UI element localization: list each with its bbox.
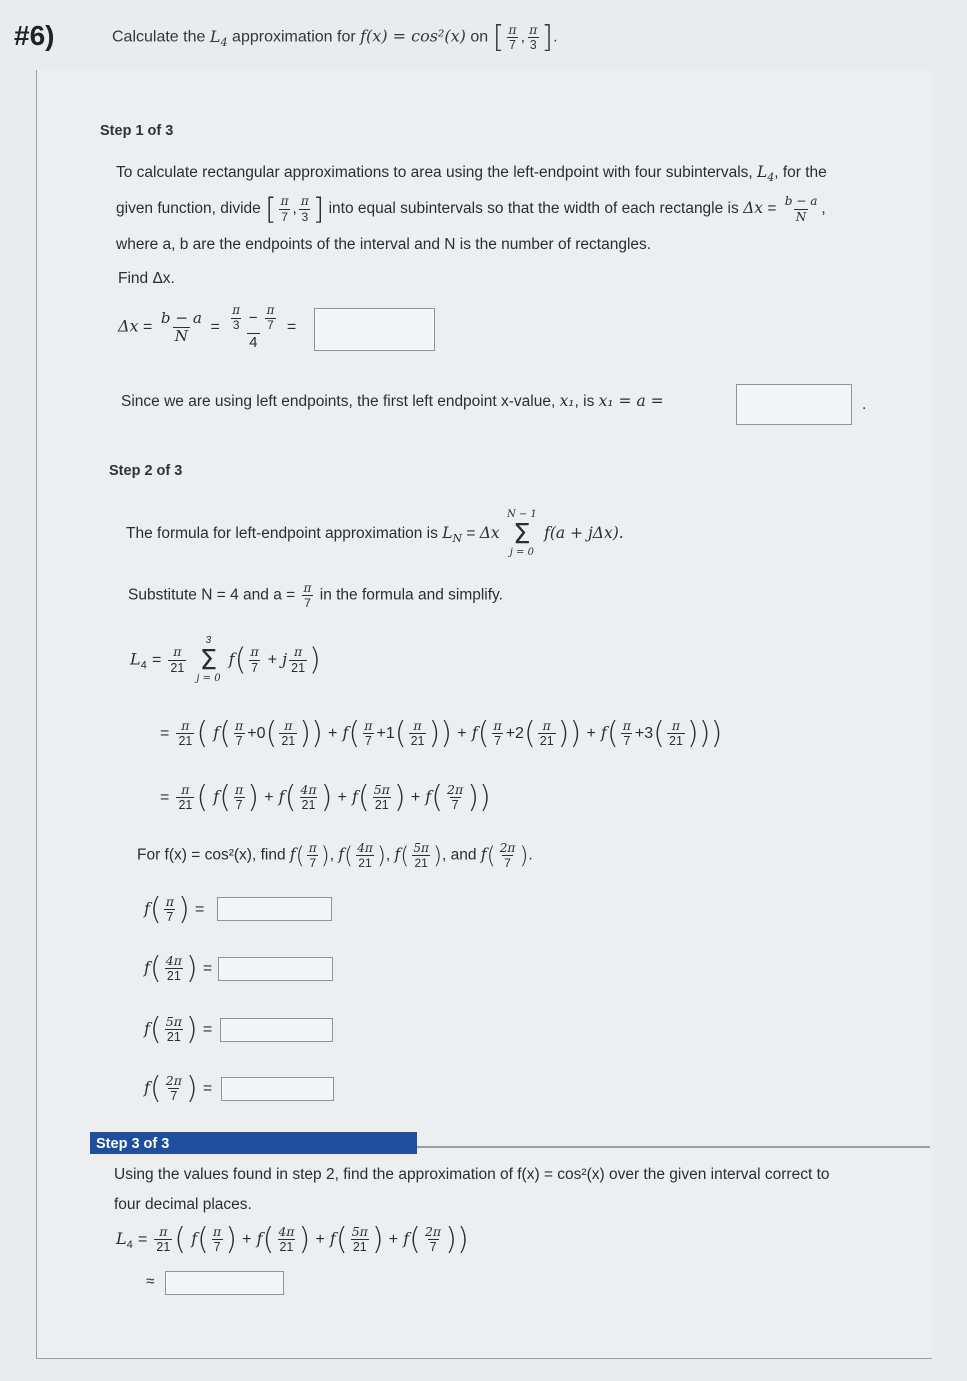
f-4pi-over-21-input[interactable] — [218, 957, 333, 981]
endpoint-text: Since we are using left endpoints, the first left endpoint x-value, x₁, is x₁ = a = — [121, 392, 664, 410]
substitute-text: Substitute N = 4 and a = $\frac{\pi}{7}$ in the formula and simplify. — [128, 581, 503, 611]
step3-instruction-line2: four decimal places. — [114, 1196, 252, 1213]
left-endpoint-formula: The formula for left-endpoint approximation is $L_N = \Delta x$ N − 1 Σ j = 0 f(a + jΔx). — [126, 509, 624, 558]
dx-formula: Δx = $\frac{b - a}{N}$ = $\frac{\pi}{3}$ − $\frac{\pi}{7}$ 4 = — [118, 303, 297, 351]
f-5pi-over-21-input[interactable] — [220, 1018, 333, 1042]
f-pi-over-7-input[interactable] — [217, 897, 332, 921]
f-2pi-over-7-input[interactable] — [221, 1077, 334, 1101]
dx-answer-input[interactable] — [314, 308, 435, 351]
step3-answer-input[interactable] — [165, 1271, 284, 1295]
step1-label: Step 1 of 3 — [100, 123, 174, 139]
f-2pi-over-7-label: f( $\frac{2\pi}{7}$ ) = — [144, 1071, 213, 1106]
approx-sign: ≈ — [146, 1273, 155, 1290]
endpoint-period: . — [862, 396, 867, 413]
step1-paragraph-line1: To calculate rectangular approximations to area using the left-endpoint with four subintervals, $L_4$, for the — [116, 163, 827, 185]
f-5pi-over-21-label: f( $\frac{5\pi}{21}$ ) = — [144, 1012, 213, 1047]
step3-l4-expression: $L_4$ = $\frac{\pi}{21}$ ( f( $\frac{\pi}{7}$ ) + f( $\frac{4\pi}{21}$ ) + f( $\frac{5\pi}{21}$ ) + f( $\frac{2\pi}{7}$ )) — [116, 1222, 469, 1257]
find-values-text: For f(x) = cos²(x), find f( $\frac{\pi}{7}$ ), f( $\frac{4\pi}{21}$ ), f( $\frac{5\pi}{21}$ ), and f( $\frac{2\pi}{7}$ ). — [137, 841, 533, 871]
l4-sum-expression: $L_4$ = $\frac{\pi}{21}$ 3 Σ j = 0 f( $\frac{\pi}{7}$ + j $\frac{\pi}{21}$ ) — [130, 635, 321, 684]
step1-paragraph-line3: where a, b are the endpoints of the interval and N is the number of rectangles. — [116, 236, 652, 253]
f-pi-over-7-label: f( $\frac{\pi}{7}$ ) = — [144, 892, 205, 927]
endpoint-answer-input[interactable] — [736, 384, 852, 425]
step2-label: Step 2 of 3 — [109, 463, 183, 479]
step3-instruction-line1: Using the values found in step 2, find the approximation of f(x) = cos²(x) over the given interval correct to — [114, 1166, 830, 1183]
step3-label: Step 3 of 3 — [96, 1136, 170, 1152]
step1-find: Find Δx. — [118, 270, 175, 287]
f-4pi-over-21-label: f( $\frac{4\pi}{21}$ ) = — [144, 951, 213, 986]
question-prompt: Calculate the $L_4$ approximation for f(x) = cos²(x) on [ $\frac{\pi}{7}$ , $\frac{\pi}{3}$ ]. — [112, 20, 558, 55]
step1-paragraph-line2: given function, divide [ $\frac{\pi}{7}$ , $\frac{\pi}{3}$ ] into equal subintervals so that the width of each rectangle is Δx = $\frac{b - a}{N}$ , — [116, 192, 826, 226]
l4-expanded-expression: = $\frac{\pi}{21}$ ( f( $\frac{\pi}{7}$ +0( $\frac{\pi}{21}$ )) + f( $\frac{\pi}{7}$ +1( $\frac{\pi}{21}$ )) + f( $\frac{\pi}{7}$ +2( $\frac{\pi}{21}$ )) + f( $\frac{\pi}{7}$ +3( $\frac{\pi}{21}$ ))) — [160, 716, 723, 751]
question-number: #6) — [14, 20, 55, 51]
l4-simplified-expression: = $\frac{\pi}{21}$ ( f( $\frac{\pi}{7}$ ) + f( $\frac{4\pi}{21}$ ) + f( $\frac{5\pi}{21}$ ) + f( $\frac{2\pi}{7}$ )) — [160, 780, 491, 815]
